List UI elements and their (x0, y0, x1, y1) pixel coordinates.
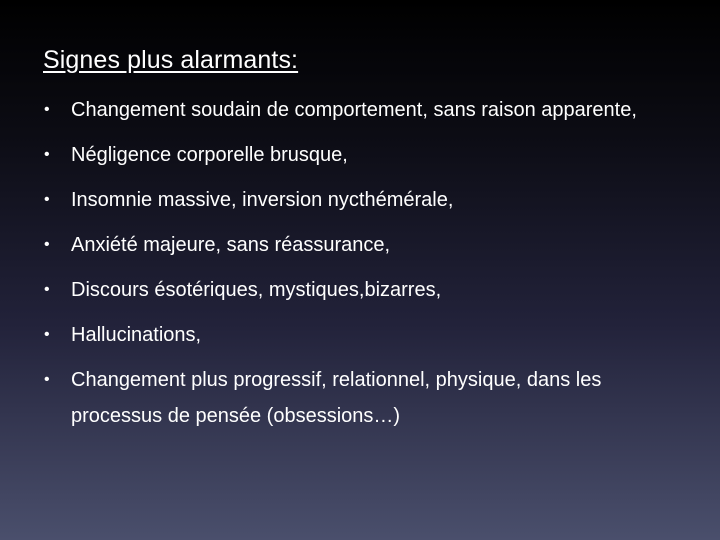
bullet-text: Discours ésotériques, mystiques,bizarres, (71, 279, 442, 301)
bullet-dot-icon: • (44, 236, 50, 253)
slide-title: Signes plus alarmants: (43, 46, 299, 74)
bullet-item (44, 92, 684, 128)
bullet-dot-icon: • (44, 146, 50, 163)
bullet-item (44, 362, 684, 434)
bullet-text: Changement plus progressif, relationnel, physique, dans les processus de pensée (obsessions…) (71, 369, 602, 427)
bullet-item (44, 317, 684, 353)
bullet-list (44, 92, 684, 443)
bullet-item (44, 272, 684, 308)
bullet-text: Anxiété majeure, sans réassurance, (71, 234, 391, 256)
bullet-dot-icon: • (44, 371, 50, 388)
bullet-text: Insomnie massive, inversion nycthémérale, (71, 189, 454, 211)
bullet-dot-icon: • (44, 326, 50, 343)
bullet-item (44, 137, 684, 173)
bullet-item (44, 227, 684, 263)
bullet-text: Changement soudain de comportement, sans raison apparente, (71, 99, 637, 121)
bullet-dot-icon: • (44, 191, 50, 208)
bullet-text: Négligence corporelle brusque, (71, 144, 348, 166)
bullet-dot-icon: • (44, 281, 50, 298)
bullet-dot-icon: • (44, 101, 50, 118)
bullet-text: Hallucinations, (71, 324, 202, 346)
bullet-item (44, 182, 684, 218)
